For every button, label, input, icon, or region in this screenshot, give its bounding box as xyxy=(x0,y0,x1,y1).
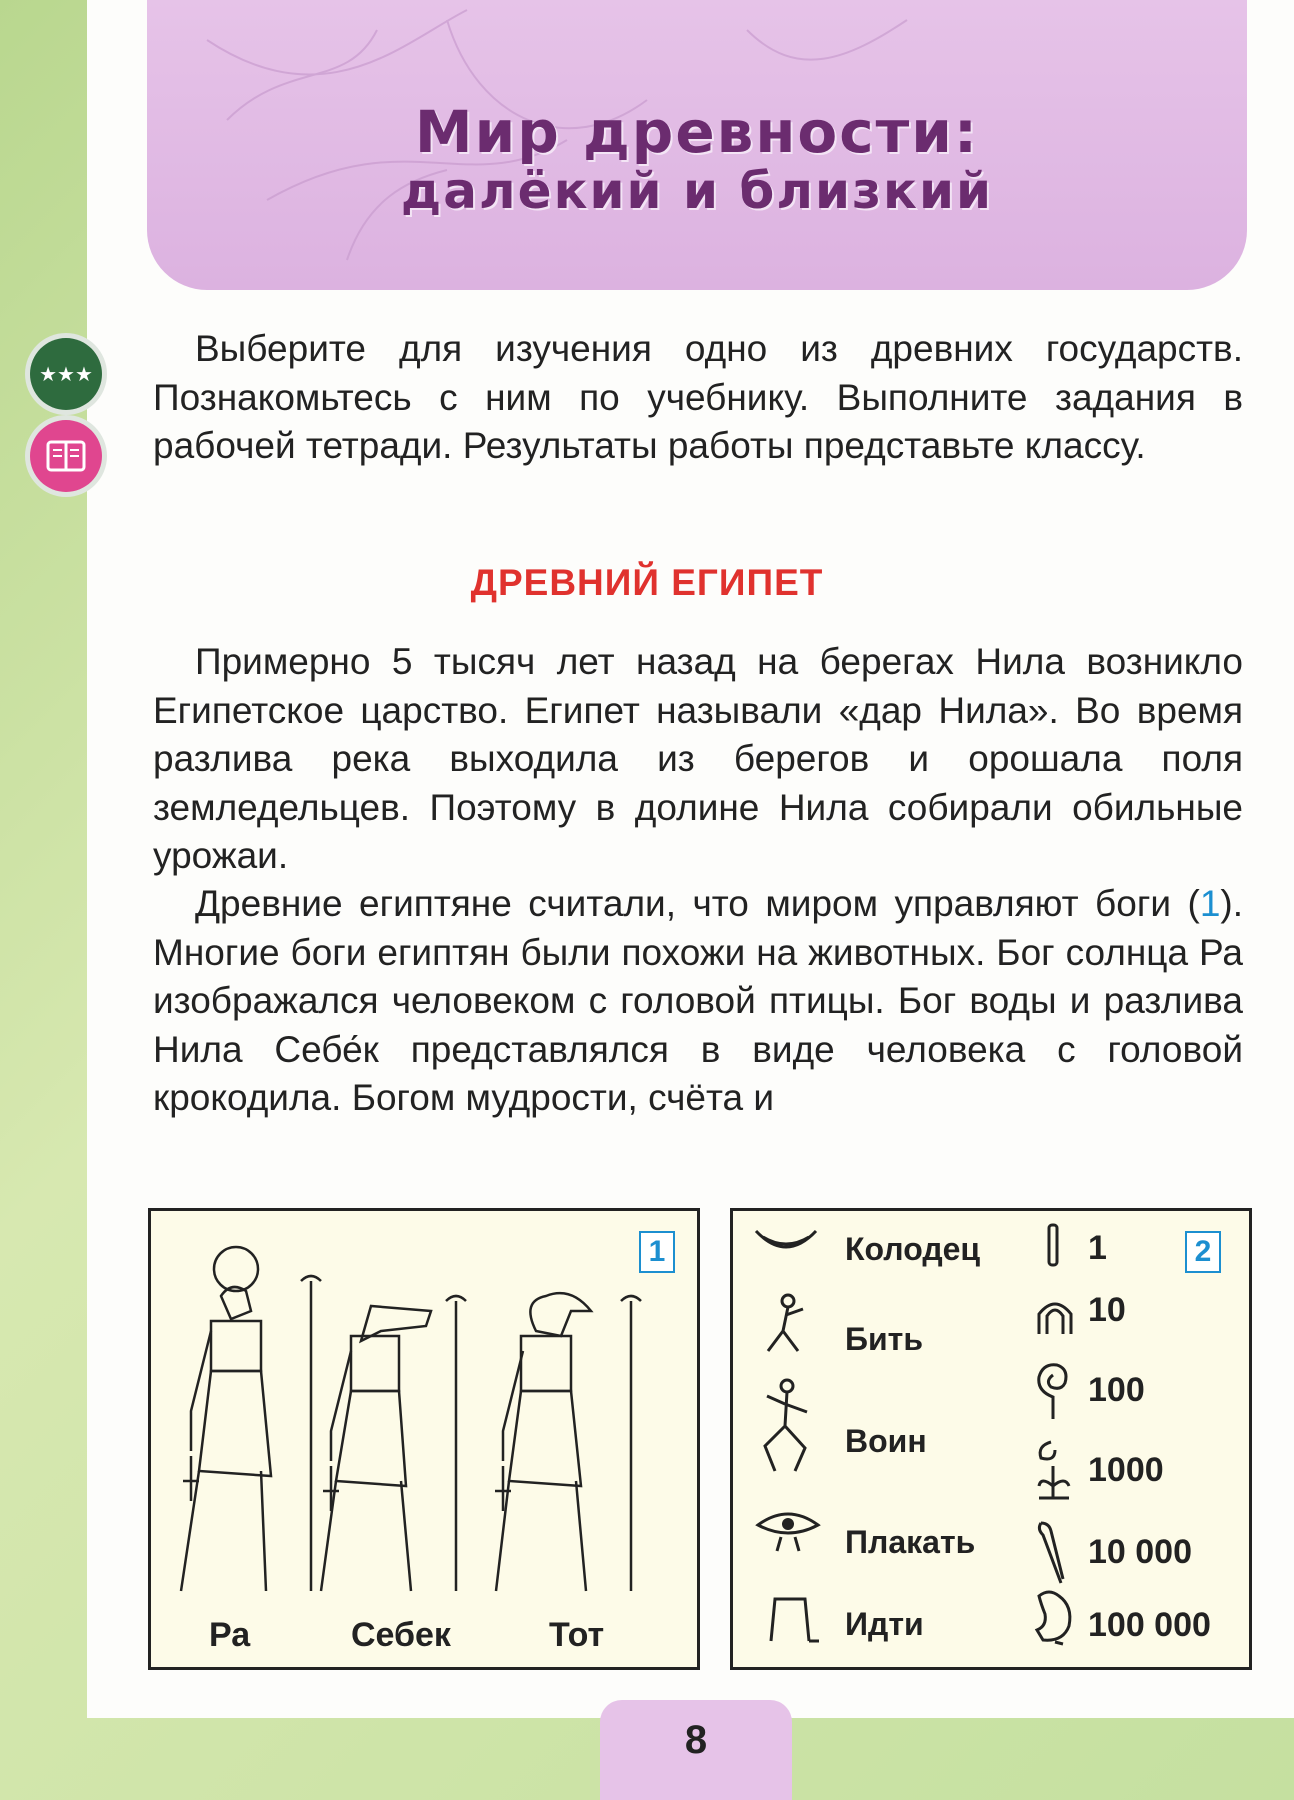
warrior-glyph-icon xyxy=(755,1376,815,1476)
number-1: 1 xyxy=(1088,1229,1107,1267)
page-number: 8 xyxy=(600,1700,792,1800)
strike-glyph-icon xyxy=(758,1291,813,1361)
section-title: ДРЕВНИЙ ЕГИПЕТ xyxy=(470,562,824,603)
figure-hieroglyphs xyxy=(730,1208,1252,1670)
body-paragraph-2: Древние египтяне считали, что миром управляют боги (1). Многие боги египтян были похожи на животных. Бог солнца Ра изображался человеком с головой птицы. Бог воды и разлива Нила Себе́к представлялся в виде человека с головой крокодила. Богом мудрости, счёта и xyxy=(153,883,1243,1118)
chapter-title-line1: Мир древности: xyxy=(414,98,980,166)
god-label-ra: Ра xyxy=(209,1616,251,1654)
stroke-glyph-icon xyxy=(1043,1223,1063,1268)
eye-glyph-icon xyxy=(753,1503,823,1553)
figure-number: 1 xyxy=(639,1231,675,1273)
chapter-title-line2: далёкий и близкий xyxy=(400,162,994,220)
intro-paragraph: Выберите для изучения одно из древних государств. Познакомьтесь с ним по учебнику. Выполните задания в рабочей тетради. Результаты работы представьте классу. xyxy=(153,328,1243,466)
finger-glyph-icon xyxy=(1033,1519,1068,1589)
lotus-glyph-icon xyxy=(1031,1436,1076,1506)
walk-glyph-icon xyxy=(761,1591,821,1646)
well-glyph-icon xyxy=(751,1223,821,1263)
number-100000: 100 000 xyxy=(1088,1606,1211,1644)
frog-glyph-icon xyxy=(1029,1586,1079,1646)
number-100: 100 xyxy=(1088,1371,1145,1409)
word-well: Колодец xyxy=(845,1231,981,1267)
word-cry: Плакать xyxy=(845,1524,976,1560)
number-10: 10 xyxy=(1088,1291,1126,1329)
god-label-sebek: Себек xyxy=(351,1616,451,1654)
gods-illustration xyxy=(151,1211,697,1611)
figure-number: 2 xyxy=(1185,1231,1221,1273)
number-10000: 10 000 xyxy=(1088,1533,1192,1571)
word-walk: Идти xyxy=(845,1606,924,1642)
three-stars-icon: ★★★ xyxy=(30,338,102,410)
open-book-icon xyxy=(30,420,102,492)
figure-gods xyxy=(148,1208,700,1670)
god-label-thoth: Тот xyxy=(549,1616,605,1654)
number-1000: 1000 xyxy=(1088,1451,1164,1489)
word-strike: Бить xyxy=(845,1321,924,1357)
figure-reference[interactable]: 1 xyxy=(1199,883,1221,924)
coil-glyph-icon xyxy=(1033,1361,1073,1421)
body-paragraph-1: Примерно 5 тысяч лет назад на берегах Нила возникло Египетское царство. Египет называли «дар Нила». Во время разлива река выходила из берегов и орошала поля земледельцев. Поэтому в долине Нила собирали обильные урожаи. xyxy=(153,641,1243,876)
chapter-header xyxy=(147,0,1247,290)
arch-glyph-icon xyxy=(1033,1296,1078,1336)
word-warrior: Воин xyxy=(845,1423,927,1459)
